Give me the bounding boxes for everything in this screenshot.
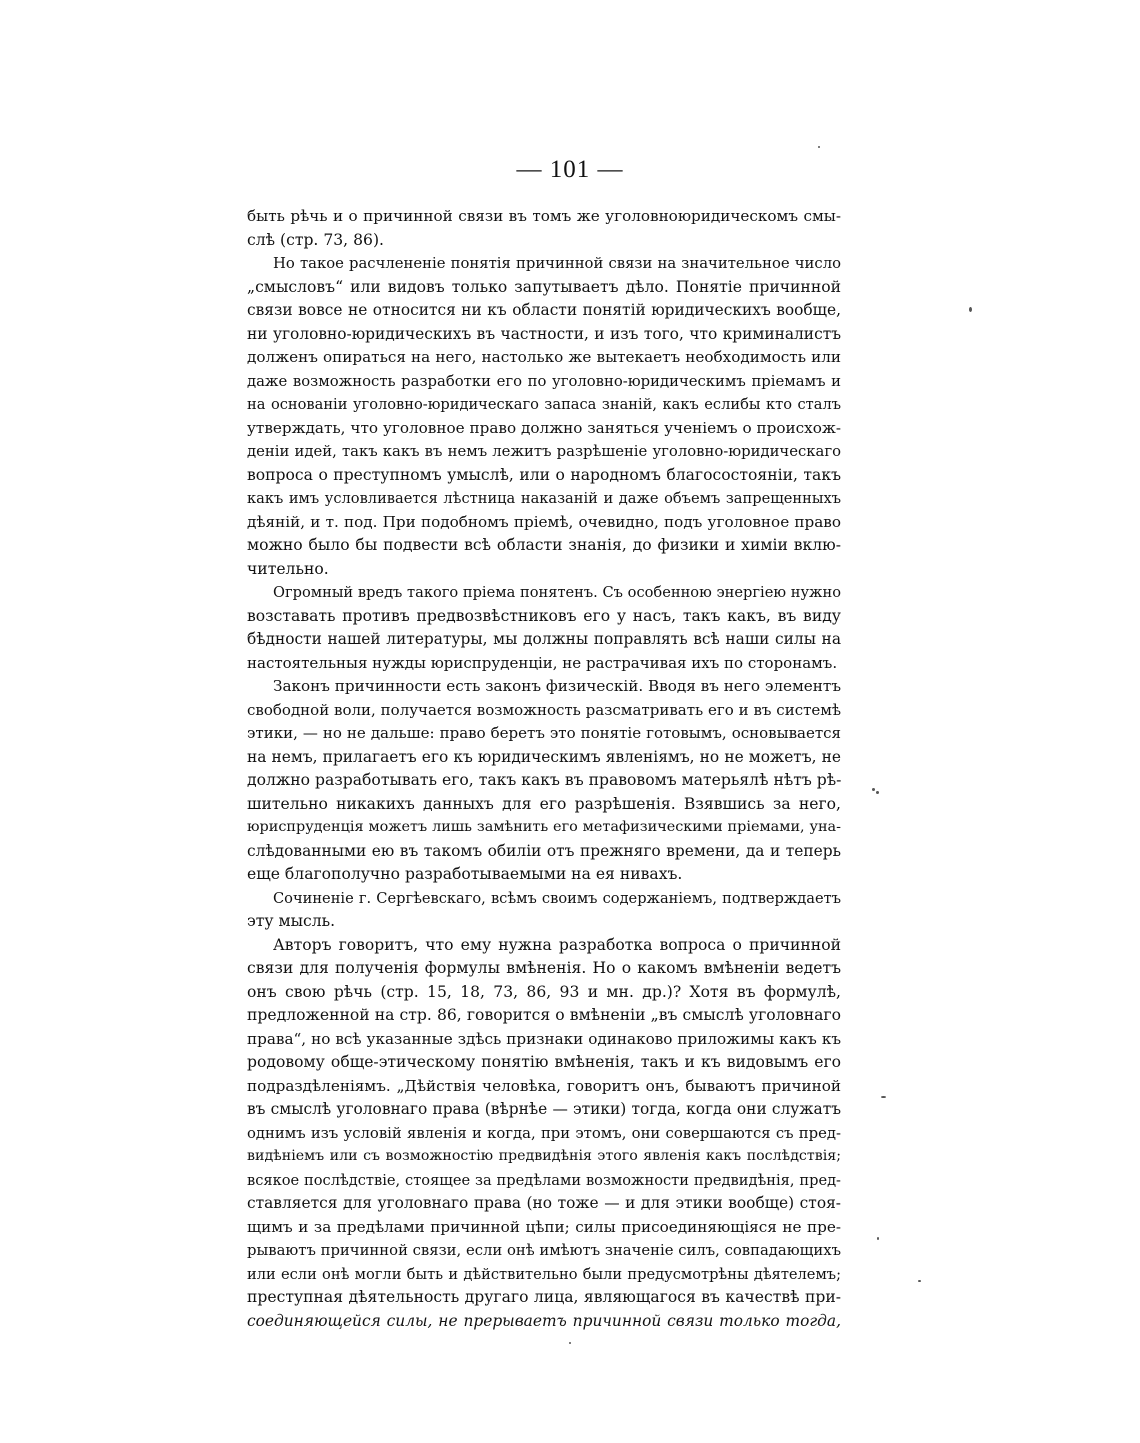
text-line: родовому обще-этическому понятію вмѣненія, такъ и къ видовымъ его: [247, 1053, 841, 1071]
text-line: какъ имъ условливается лѣстница наказаній и даже объемъ запрещенныхъ: [247, 490, 841, 507]
scan-speck: [818, 146, 820, 148]
text-line: этики, — но не дальше: право беретъ это понятіе готовымъ, основывается: [247, 724, 841, 742]
text-line: ни уголовно-юридическихъ въ частности, и изъ того, что криминалистъ: [247, 324, 841, 343]
text-line: щимъ и за предѣлами причинной цѣпи; силы присоединяющіяся не пре-: [247, 1217, 841, 1236]
text-line: настоятельныя нужды юриспруденціи, не растрачивая ихъ по сторонамъ.: [247, 653, 838, 672]
paragraph-start: Законъ причинности есть законъ физическій. Вводя въ него элементъ: [273, 677, 841, 695]
text-line: ставляется для уголовнаго права (но тоже — и для этики вообще) стоя-: [247, 1194, 841, 1212]
text-line: чительно.: [247, 559, 329, 578]
text-line: всякое послѣдствіе, стоящее за предѣлами возможности предвидѣнія, пред-: [247, 1171, 841, 1189]
text-line: въ смыслѣ уголовнаго права (вѣрнѣе — этики) тогда, когда они служатъ: [247, 1100, 841, 1118]
text-line: слѣдованными ею въ такомъ обиліи отъ прежняго времени, да и теперь: [247, 841, 841, 860]
scan-speck: [877, 1237, 879, 1240]
text-line: или если онѣ могли быть и дѣйствительно были предусмотрѣны дѣятелемъ;: [247, 1265, 841, 1283]
italic-text-line: [247, 1333, 841, 1357]
text-line: можно было бы подвести всѣ области знанія, до физики и химіи вклю-: [247, 536, 841, 554]
scan-speck: [569, 1342, 571, 1344]
scan-speck: [918, 1280, 921, 1282]
body-text: [247, 205, 841, 1357]
text-line: деніи идей, такъ какъ въ немъ лежитъ разрѣшеніе уголовно-юридическаго: [247, 443, 841, 460]
paragraph-start: Огромный вредъ такого пріема понятенъ. Съ особенною энергіею нужно: [273, 584, 841, 601]
paragraph-start: Авторъ говоритъ, что ему нужна разработка вопроса о причинной: [273, 935, 841, 954]
text-line: права“, но всѣ указанные здѣсь признаки одинаково приложимы какъ къ: [247, 1029, 841, 1048]
text-line: однимъ изъ условій явленія и когда, при этомъ, они совершаются съ пред-: [247, 1124, 841, 1142]
text-line: шительно никакихъ данныхъ для его разрѣшенія. Взявшись за него,: [247, 794, 841, 813]
text-line: подраздѣленіямъ. „Дѣйствія человѣка, говоритъ онъ, бываютъ причиной: [247, 1076, 841, 1095]
page-number: — 101 —: [516, 156, 624, 183]
italic-text-line: соединяющейся силы, не прерываетъ причинной связи только тогда,: [247, 1311, 841, 1330]
text-line: дѣяній, и т. под. При подобномъ пріемѣ, очевидно, подъ уголовное право: [247, 512, 841, 531]
text-line: связи вовсе не относится ни къ области понятій юридическихъ вообще,: [247, 301, 841, 319]
text-line: быть рѣчь и о причинной связи въ томъ же уголовноюридическомъ смы-: [247, 207, 841, 225]
text-line: свободной воли, получается возможность разсматривать его и въ системѣ: [247, 700, 841, 719]
text-line: еще благополучно разработываемыми на ея нивахъ.: [247, 865, 683, 883]
text-line: утверждать, что уголовное право должно заняться ученіемъ о происхож-: [247, 418, 841, 437]
text-line: бѣдности нашей литературы, мы должны поправлять всѣ наши силы на: [247, 630, 841, 648]
text-line: „смысловъ“ или видовъ только запутываетъ дѣло. Понятіе причинной: [247, 277, 841, 296]
text-line: должно разработывать его, такъ какъ въ правовомъ матерьялѣ нѣтъ рѣ-: [247, 771, 841, 789]
paragraph-start: Сочиненіе г. Сергѣевскаго, всѣмъ своимъ содержаніемъ, подтверждаетъ: [273, 889, 841, 907]
text-line: преступная дѣятельность другаго лица, являющагося въ качествѣ при-: [247, 1288, 841, 1306]
text-line: онъ свою рѣчь (стр. 15, 18, 73, 86, 93 и мн. др.)? Хотя въ формулѣ,: [247, 982, 841, 1001]
text-line: эту мысль.: [247, 912, 336, 930]
scan-speck: [876, 791, 879, 794]
scan-speck: [872, 788, 875, 791]
text-line: долженъ опираться на него, настолько же вытекаетъ необходимость или: [247, 348, 841, 366]
text-line: рываютъ причинной связи, если онѣ имѣютъ значеніе силъ, совпадающихъ: [247, 1242, 841, 1259]
text-line: связи для полученія формулы вмѣненія. Но о какомъ вмѣненіи ведетъ: [247, 959, 841, 977]
text-line: на немъ, прилагаетъ его къ юридическимъ явленіямъ, но не можетъ, не: [247, 747, 841, 766]
text-line: юриспруденція можетъ лишь замѣнить его метафизическими пріемами, уна-: [247, 819, 841, 835]
text-line: предложенной на стр. 86, говорится о вмѣненіи „въ смыслѣ уголовнаго: [247, 1006, 841, 1024]
paragraph-start: Но такое расчлененіе понятія причинной связи на значительное число: [273, 255, 841, 272]
text-line: слѣ (стр. 73, 86).: [247, 230, 384, 249]
text-line: возставать противъ предвозвѣстниковъ его у насъ, такъ какъ, въ виду: [247, 606, 841, 625]
text-line: даже возможность разработки его по уголовно-юридическимъ пріемамъ и: [247, 372, 841, 390]
text-line: на основаніи уголовно-юридическаго запаса знаній, какъ еслибы кто сталъ: [247, 396, 841, 413]
text-line: видѣніемъ или съ возможностію предвидѣнія этого явленія какъ послѣдствія;: [247, 1148, 841, 1164]
scan-speck: [881, 1096, 886, 1098]
text-line: вопроса о преступномъ умыслѣ, или о народномъ благосостояніи, такъ: [247, 465, 841, 484]
scan-speck: [969, 307, 972, 312]
